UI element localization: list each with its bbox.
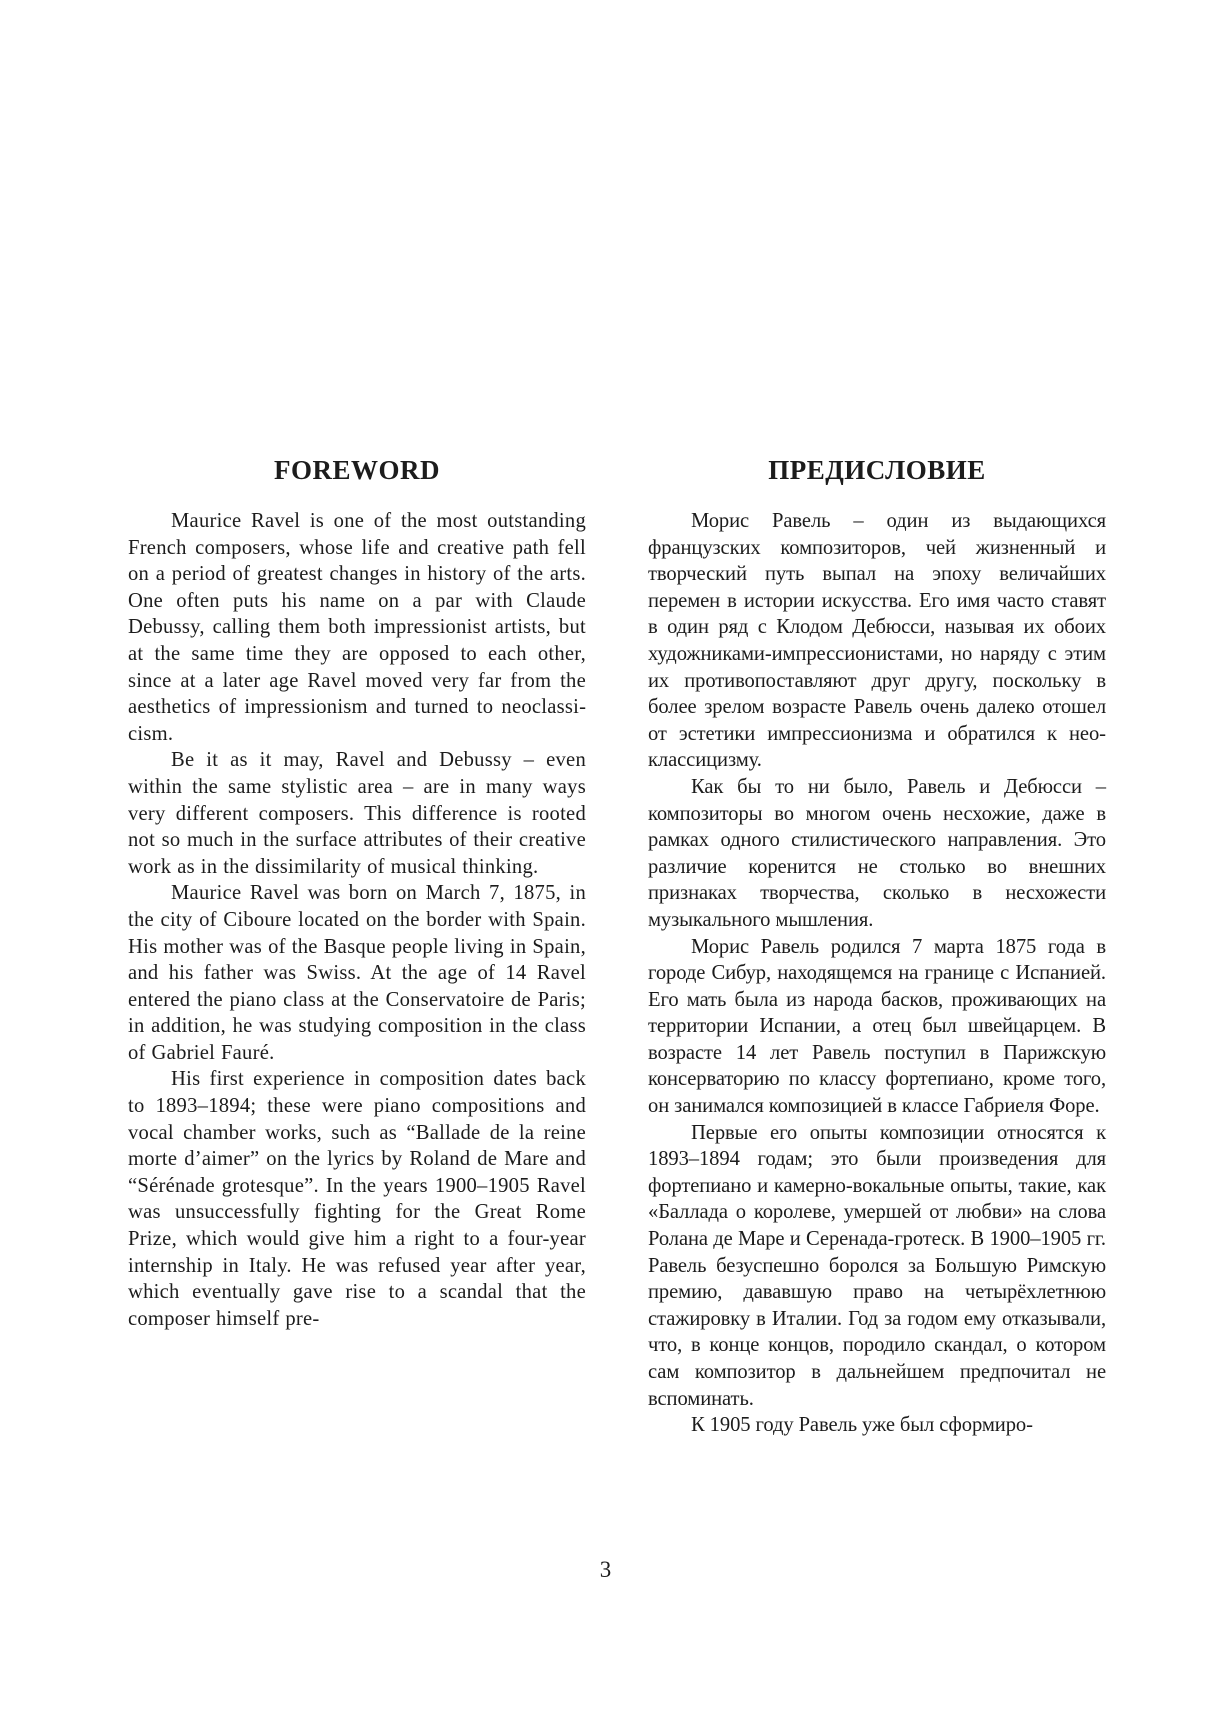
- russian-paragraph-2: Как бы то ни было, Равель и Дебюсси – композиторы во многом очень несхожие, даже в рамках одного стилистического направления. Это различие коренится не столько во внешних признаках творчества, сколько в несхожести музыкального мышления.: [648, 775, 1106, 931]
- russian-column: [648, 454, 1106, 1439]
- english-paragraph-4: His first experience in composition dates back to 1893–1894; these were piano compositions and vocal chamber works, such as “Ballade de la reine morte d’aimer” on the lyrics by Roland de Mare and “Sérénade grotesque”. In the years 1900–1905 Ravel was unsuccessfully fighting for the Great Rome Prize, which would give him a right to a four-year internship in Italy. He was refused year after year, which eventually gave rise to a scandal that the composer himself pre-: [128, 1068, 586, 1330]
- russian-paragraph-1: Морис Равель – один из выдающихся французских композиторов, чей жизненный и творческий путь выпал на эпоху величайших перемен в истории искусства. Его имя часто ставят в один ряд с Клодом Дебюсси, называя их обоих художниками-импрессионистами, но наряду с этим их противопоставляют друг другу, поскольку в более зрелом возрасте Равель очень далеко отошел от эстетики импрессионизма и обратился к неоклассицизму.: [648, 510, 1106, 772]
- english-paragraph-2: Be it as it may, Ravel and Debussy – even within the same stylistic area – are in many ways very different composers. This difference is rooted not so much in the surface attributes of their creative work as in the dissimilarity of musical thinking.: [128, 749, 586, 878]
- english-column: [128, 454, 586, 1332]
- english-heading: FOREWORD: [274, 455, 440, 485]
- page-number: 3: [599, 1557, 612, 1582]
- russian-paragraph-5: К 1905 году Равель уже был сформиро-: [691, 1414, 1033, 1437]
- russian-paragraph-3: Морис Равель родился 7 марта 1875 года в городе Сибур, находящемся на границе с Испанией. Его мать была из народа басков, проживающих на территории Испании, а отец был швейцарцем. В возрасте 14 лет Равель поступил в Парижскую консерваторию по классу фортепиано, кроме того, он занимался композицией в классе Габриеля Форе.: [648, 935, 1106, 1118]
- english-paragraph-3: Maurice Ravel was born on March 7, 1875, in the city of Ciboure located on the border with Spain. His mother was of the Basque people living in Spain, and his father was Swiss. At the age of 14 Ravel entered the piano class at the Conservatoire de Paris; in addition, he was studying composition in the class of Gabriel Fauré.: [128, 882, 586, 1064]
- english-paragraph-1: Maurice Ravel is one of the most outstanding French composers, whose life and creative path fell on a period of greatest changes in history of the arts. One often puts his name on a par with Claude Debussy, calling them both impressionist artists, but at the same time they are opposed to each other, since at a later age Ravel moved very far from the aesthetics of impressionism and turned to neoclassicism.: [128, 510, 586, 745]
- russian-paragraph-4: Первые его опыты композиции относятся к 1893–1894 годам; это были произведения для фортепиано и камерно-вокальные опыты, такие, как «Баллада о королеве, умершей от любви» на слова Ролана де Маре и Серенада-гротеск. В 1900–1905 гг. Равель безуспешно боролся за Большую Римскую премию, дававшую право на четырёхлетнюю стажировку в Италии. Год за годом ему отказывали, что, в конце концов, породило скандал, о котором сам композитор в дальнейшем предпочитал не вспоминать.: [648, 1121, 1106, 1410]
- russian-heading: ПРЕДИСЛОВИЕ: [768, 455, 986, 485]
